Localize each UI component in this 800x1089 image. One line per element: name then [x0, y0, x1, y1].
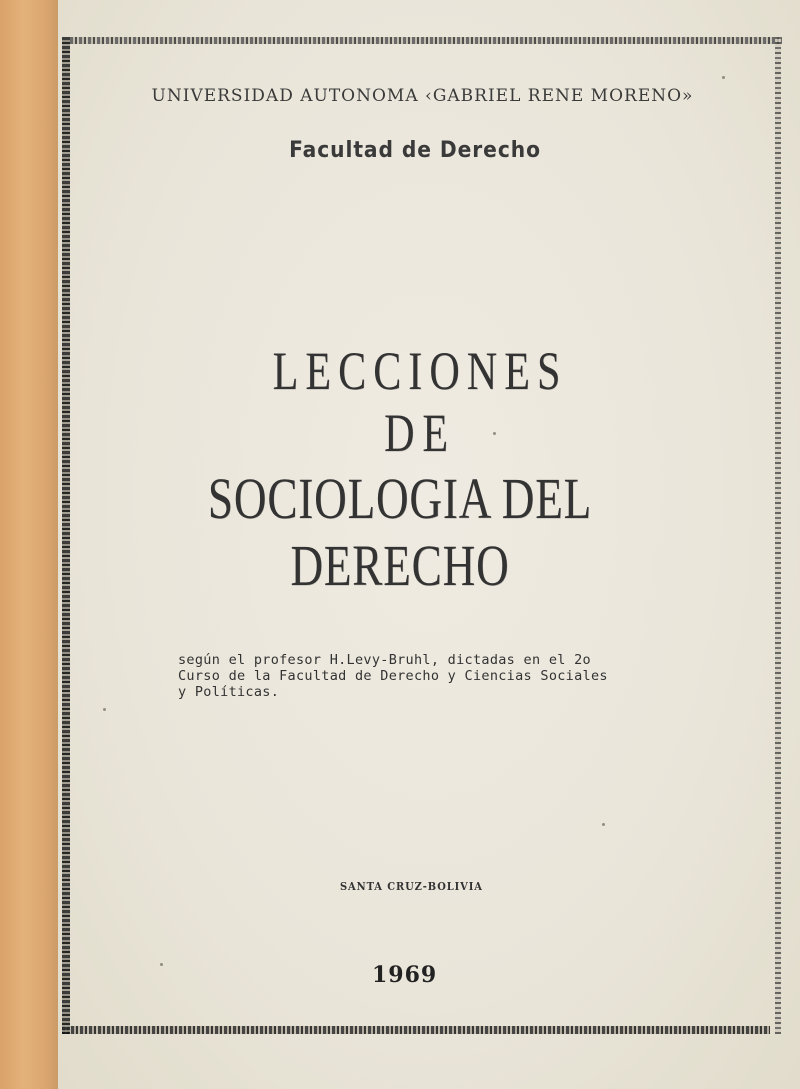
paper-speck [160, 963, 163, 966]
title-line-2: DE [384, 403, 456, 463]
faculty-name: Facultad de Derecho [289, 138, 541, 163]
title-line-1: LECCIONES [272, 341, 568, 401]
border-right-ornament [775, 37, 781, 1034]
publication-place: SANTA CRUZ-BOLIVIA [340, 880, 483, 893]
paper-speck [602, 823, 605, 826]
university-name: UNIVERSIDAD AUTONOMA ‹GABRIEL RENE MORENO» [151, 86, 694, 106]
border-left-ornament [62, 37, 70, 1034]
paper-speck [103, 708, 106, 711]
book-spine-edge [0, 0, 60, 1089]
course-description: según el profesor H.Levy-Bruhl, dictadas en el 2o Curso de la Facultad de Derecho y Ciencias Sociales y Políticas. [178, 652, 608, 700]
paper-speck [493, 432, 496, 435]
title-line-3: SOCIOLOGIA DEL DERECHO [207, 466, 593, 598]
border-top-ornament [70, 37, 782, 44]
publication-year: 1969 [372, 962, 438, 988]
paper-speck [722, 76, 725, 79]
border-bottom-ornament [62, 1026, 770, 1034]
